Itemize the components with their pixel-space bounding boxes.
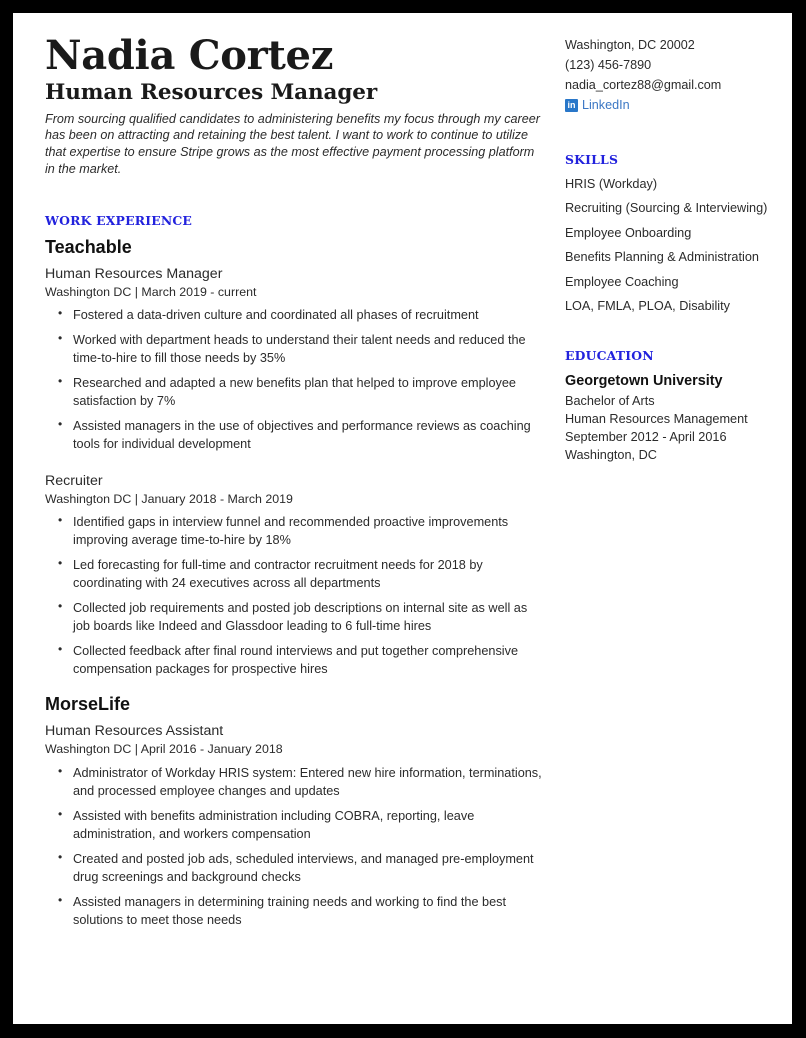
school-name: Georgetown University — [565, 372, 723, 389]
responsibility-list — [45, 306, 545, 453]
list-item: • Created and posted job ads, scheduled interviews, and managed pre-employment drug screenings and background checks — [45, 850, 545, 886]
list-item: Recruiting (Sourcing & Interviewing) — [565, 201, 768, 216]
list-item: • Fostered a data-driven culture and coordinated all phases of recruitment — [45, 306, 545, 324]
candidate-name: Nadia Cortez — [45, 32, 334, 79]
work-experience-list — [45, 237, 545, 929]
list-item: • Led forecasting for full-time and contractor recruitment needs for 2018 by coordinating with 24 executives across all departments — [45, 556, 545, 592]
experience-role — [45, 722, 545, 929]
education-dates: September 2012 - April 2016 — [565, 430, 727, 445]
job-location-dates: Washington DC | April 2016 - January 2018 — [45, 742, 283, 757]
section-heading-education: EDUCATION — [565, 347, 654, 363]
field-of-study: Human Resources Management — [565, 412, 748, 427]
resume-page — [13, 13, 792, 1024]
candidate-headline: Human Resources Manager — [45, 79, 378, 105]
resume-main-column — [45, 32, 555, 936]
job-title: Recruiter — [45, 472, 103, 489]
education-location: Washington, DC — [565, 448, 657, 463]
job-location-dates: Washington DC | January 2018 - March 2019 — [45, 491, 293, 506]
section-heading-work-experience: WORK EXPERIENCE — [45, 213, 193, 229]
list-item: LOA, FMLA, PLOA, Disability — [565, 299, 730, 314]
degree: Bachelor of Arts — [565, 394, 655, 409]
list-item: • Worked with department heads to understand their talent needs and reduced the time-to-hire to fill those needs by 35% — [45, 331, 545, 367]
education-list — [565, 372, 768, 465]
list-item: • Collected feedback after final round interviews and put together comprehensive compensation packages for prospective hires — [45, 642, 545, 678]
list-item: • Collected job requirements and posted job descriptions on internal site as well as job boards like Indeed and Glassdoor leading to 6 full-time hires — [45, 599, 545, 635]
skills-list — [565, 176, 768, 316]
list-item: • Administrator of Workday HRIS system: Entered new hire information, terminations, and processed employee changes and updates — [45, 764, 545, 800]
list-item: HRIS (Workday) — [565, 176, 658, 191]
list-item: • Researched and adapted a new benefits plan that helped to improve employee satisfaction by 7% — [45, 374, 545, 410]
professional-summary: From sourcing qualified candidates to administering benefits my focus through my career has been on attracting and retaining the best talent. I want to work to continue to utilize that expertise to ensure Stripe grows as the most effective payment processing platform in the market. — [45, 111, 540, 176]
list-item: Employee Onboarding — [565, 225, 692, 240]
experience-role — [45, 265, 545, 454]
contact-address: Washington, DC 20002 — [565, 38, 695, 52]
resume-side-column — [555, 35, 768, 465]
linkedin-icon: in — [565, 99, 578, 112]
list-item: Benefits Planning & Administration — [565, 250, 759, 265]
job-title: Human Resources Assistant — [45, 722, 224, 739]
education-entry — [565, 372, 768, 465]
company-name: Teachable — [45, 237, 132, 258]
list-item: • Identified gaps in interview funnel and recommended proactive improvements improving average time-to-hire by 18% — [45, 513, 545, 549]
experience-role — [45, 472, 545, 679]
company-name: MorseLife — [45, 694, 131, 715]
list-item: • Assisted managers in the use of objectives and performance reviews as coaching tools for individual development — [45, 417, 545, 453]
contact-linkedin-link[interactable] — [565, 96, 768, 116]
experience-group — [45, 237, 545, 678]
section-heading-skills: SKILLS — [565, 151, 619, 167]
list-item: Employee Coaching — [565, 274, 679, 289]
job-location-dates: Washington DC | March 2019 - current — [45, 285, 257, 300]
experience-group — [45, 694, 545, 928]
contact-email[interactable]: nadia_cortez88@gmail.com — [565, 77, 722, 92]
responsibility-list — [45, 764, 545, 929]
job-title: Human Resources Manager — [45, 265, 223, 282]
contact-block — [565, 36, 768, 116]
list-item: • Assisted with benefits administration including COBRA, reporting, leave administration, and workers compensation — [45, 807, 545, 843]
responsibility-list — [45, 513, 545, 678]
contact-phone[interactable]: (123) 456-7890 — [565, 57, 652, 72]
list-item: • Assisted managers in determining training needs and working to find the best solutions to meet those needs — [45, 893, 545, 929]
linkedin-label: LinkedIn — [582, 97, 630, 112]
